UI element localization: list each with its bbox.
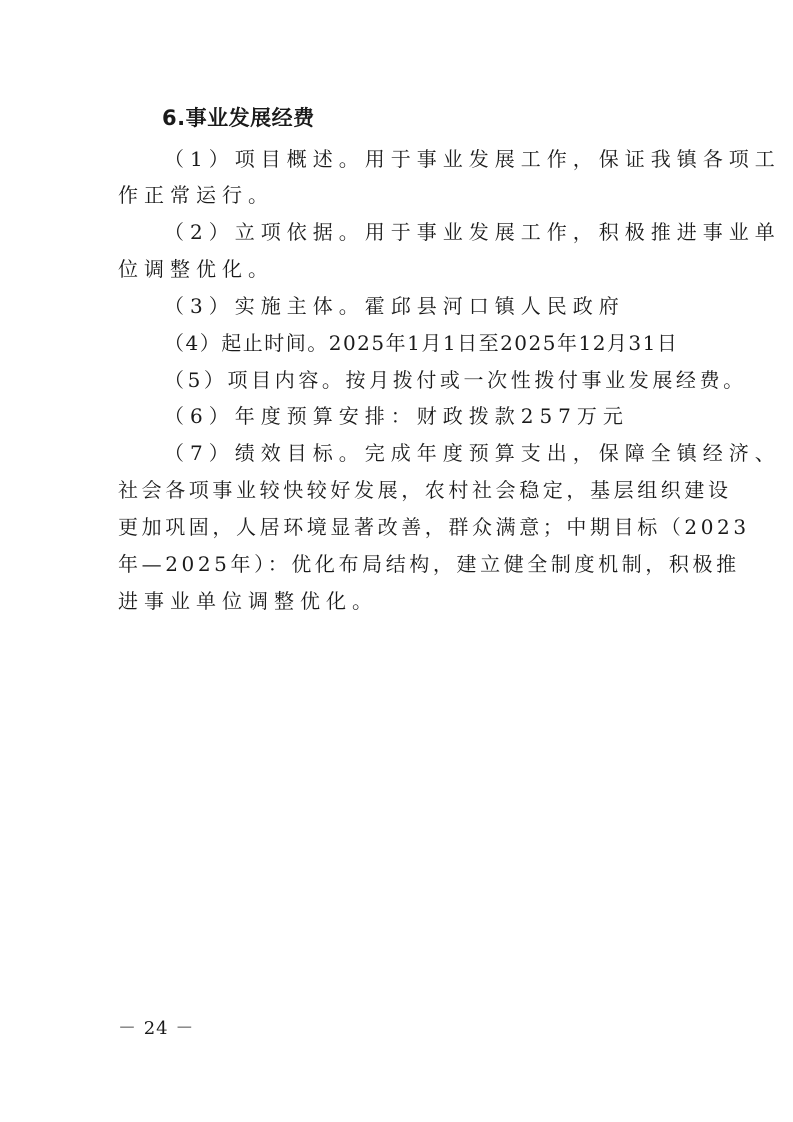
page-number: － 24 －	[118, 1018, 195, 1039]
paragraph-line: （2）立项依据。用于事业发展工作，积极推进事业单	[164, 220, 781, 244]
paragraph-line: （5）项目内容。按月拨付或一次性拨付事业发展经费。	[164, 368, 747, 392]
paragraph-line: 社会各项事业较快较好发展，农村社会稳定，基层组织建设	[118, 478, 732, 502]
paragraph-line: 位调整优化。	[118, 257, 274, 281]
paragraph-line: （4）起止时间。2025年1月1日至2025年12月31日	[164, 331, 679, 355]
paragraph-line: 作正常运行。	[118, 183, 274, 207]
paragraph-line: 进事业单位调整优化。	[118, 589, 378, 613]
paragraph-line: （7）绩效目标。完成年度预算支出，保障全镇经济、	[164, 441, 781, 465]
paragraph-line: （3）实施主体。霍邱县河口镇人民政府	[164, 294, 625, 318]
paragraph-line: 年—2025年）：优化布局结构，建立健全制度机制，积极推	[118, 552, 740, 576]
paragraph-line: （6）年度预算安排：财政拨款257万元	[164, 404, 629, 428]
paragraph-line: （1）项目概述。用于事业发展工作，保证我镇各项工	[164, 147, 781, 171]
section-heading: 6.事业发展经费	[162, 106, 315, 130]
paragraph-line: 更加巩固，人居环境显著改善，群众满意；中期目标（2023	[118, 515, 750, 539]
